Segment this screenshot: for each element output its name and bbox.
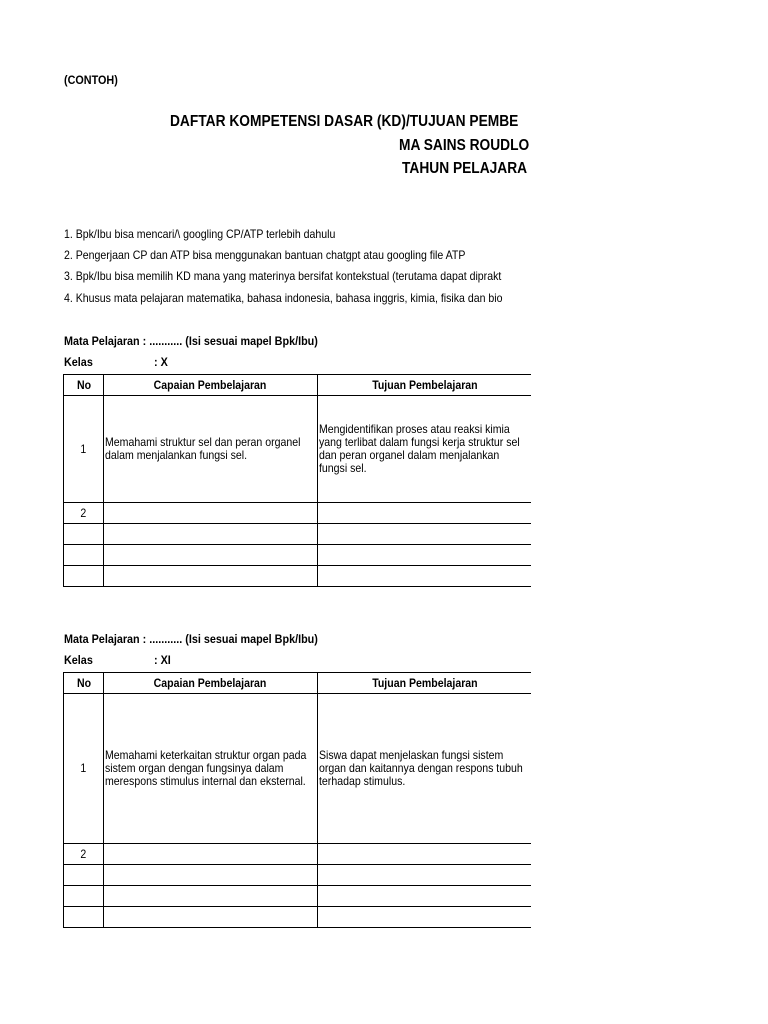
row-capaian <box>104 566 318 587</box>
table-row <box>64 844 532 865</box>
header-no: No <box>64 375 104 396</box>
row-no <box>64 886 104 907</box>
row-tujuan <box>318 865 532 886</box>
row-capaian <box>104 503 318 524</box>
note-1: 1. Bpk/Ibu bisa mencari/\ googling CP/ATP terlebih dahulu <box>64 227 336 241</box>
row-capaian <box>104 886 318 907</box>
note-4: 4. Khusus mata pelajaran matematika, bahasa indonesia, bahasa inggris, kimia, fisika dan bio <box>64 291 503 305</box>
section2-kelas-label: Kelas <box>64 653 93 667</box>
table-row <box>64 886 532 907</box>
row-no <box>64 907 104 928</box>
header-capaian: Capaian Pembelajaran <box>104 375 318 396</box>
row-tujuan <box>318 907 532 928</box>
table-row <box>64 503 532 524</box>
table-row <box>64 524 532 545</box>
row-capaian <box>104 545 318 566</box>
table-header-row <box>64 673 532 694</box>
row-no: 2 <box>64 844 104 865</box>
section1-kelas-label: Kelas <box>64 355 93 369</box>
row-no <box>64 524 104 545</box>
table-header-row <box>64 375 532 396</box>
row-capaian <box>104 907 318 928</box>
row-no: 1 <box>64 694 104 844</box>
row-no <box>64 865 104 886</box>
contoh-label: (CONTOH) <box>64 73 118 87</box>
table-row <box>64 545 532 566</box>
table-row <box>64 865 532 886</box>
row-tujuan: Mengidentifikan proses atau reaksi kimia yang terlibat dalam fungsi kerja struktur sel dan peran organel dalam menjalankan fungsi sel. <box>318 396 532 503</box>
table-row <box>64 907 532 928</box>
document-title-line3: TAHUN PELAJARA <box>402 160 528 177</box>
document-title-line1: DAFTAR KOMPETENSI DASAR (KD)/TUJUAN PEMBE <box>170 113 519 130</box>
row-tujuan <box>318 503 532 524</box>
row-no <box>64 545 104 566</box>
table-row <box>64 396 532 503</box>
row-no <box>64 566 104 587</box>
document-title-line2: MA SAINS ROUDLO <box>399 137 530 154</box>
header-capaian: Capaian Pembelajaran <box>104 673 318 694</box>
row-capaian <box>104 844 318 865</box>
row-tujuan <box>318 524 532 545</box>
row-no: 2 <box>64 503 104 524</box>
row-capaian <box>104 524 318 545</box>
row-tujuan <box>318 844 532 865</box>
row-tujuan <box>318 886 532 907</box>
header-no: No <box>64 673 104 694</box>
header-tujuan: Tujuan Pembelajaran <box>318 673 532 694</box>
kd-table-kelas-xi <box>63 672 531 928</box>
table-row <box>64 694 532 844</box>
header-tujuan: Tujuan Pembelajaran <box>318 375 532 396</box>
section2-mapel: Mata Pelajaran : ........... (Isi sesuai mapel Bpk/Ibu) <box>64 632 318 646</box>
row-no: 1 <box>64 396 104 503</box>
section1-kelas-value: : X <box>154 355 168 369</box>
table-row <box>64 566 532 587</box>
row-tujuan <box>318 566 532 587</box>
note-3: 3. Bpk/Ibu bisa memilih KD mana yang materinya bersifat kontekstual (terutama dapat diprakt <box>64 269 502 283</box>
row-tujuan <box>318 545 532 566</box>
row-capaian <box>104 865 318 886</box>
row-capaian: Memahami struktur sel dan peran organel dalam menjalankan fungsi sel. <box>104 396 318 503</box>
row-capaian: Memahami keterkaitan struktur organ pada sistem organ dengan fungsinya dalam merespons stimulus internal dan eksternal. <box>104 694 318 844</box>
section1-mapel: Mata Pelajaran : ........... (Isi sesuai mapel Bpk/Ibu) <box>64 334 318 348</box>
note-2: 2. Pengerjaan CP dan ATP bisa menggunakan bantuan chatgpt atau googling file ATP <box>64 248 466 262</box>
kd-table-kelas-x <box>63 374 531 587</box>
row-tujuan: Siswa dapat menjelaskan fungsi sistem organ dan kaitannya dengan respons tubuh terhadap stimulus. <box>318 694 532 844</box>
section2-kelas-value: : XI <box>154 653 171 667</box>
